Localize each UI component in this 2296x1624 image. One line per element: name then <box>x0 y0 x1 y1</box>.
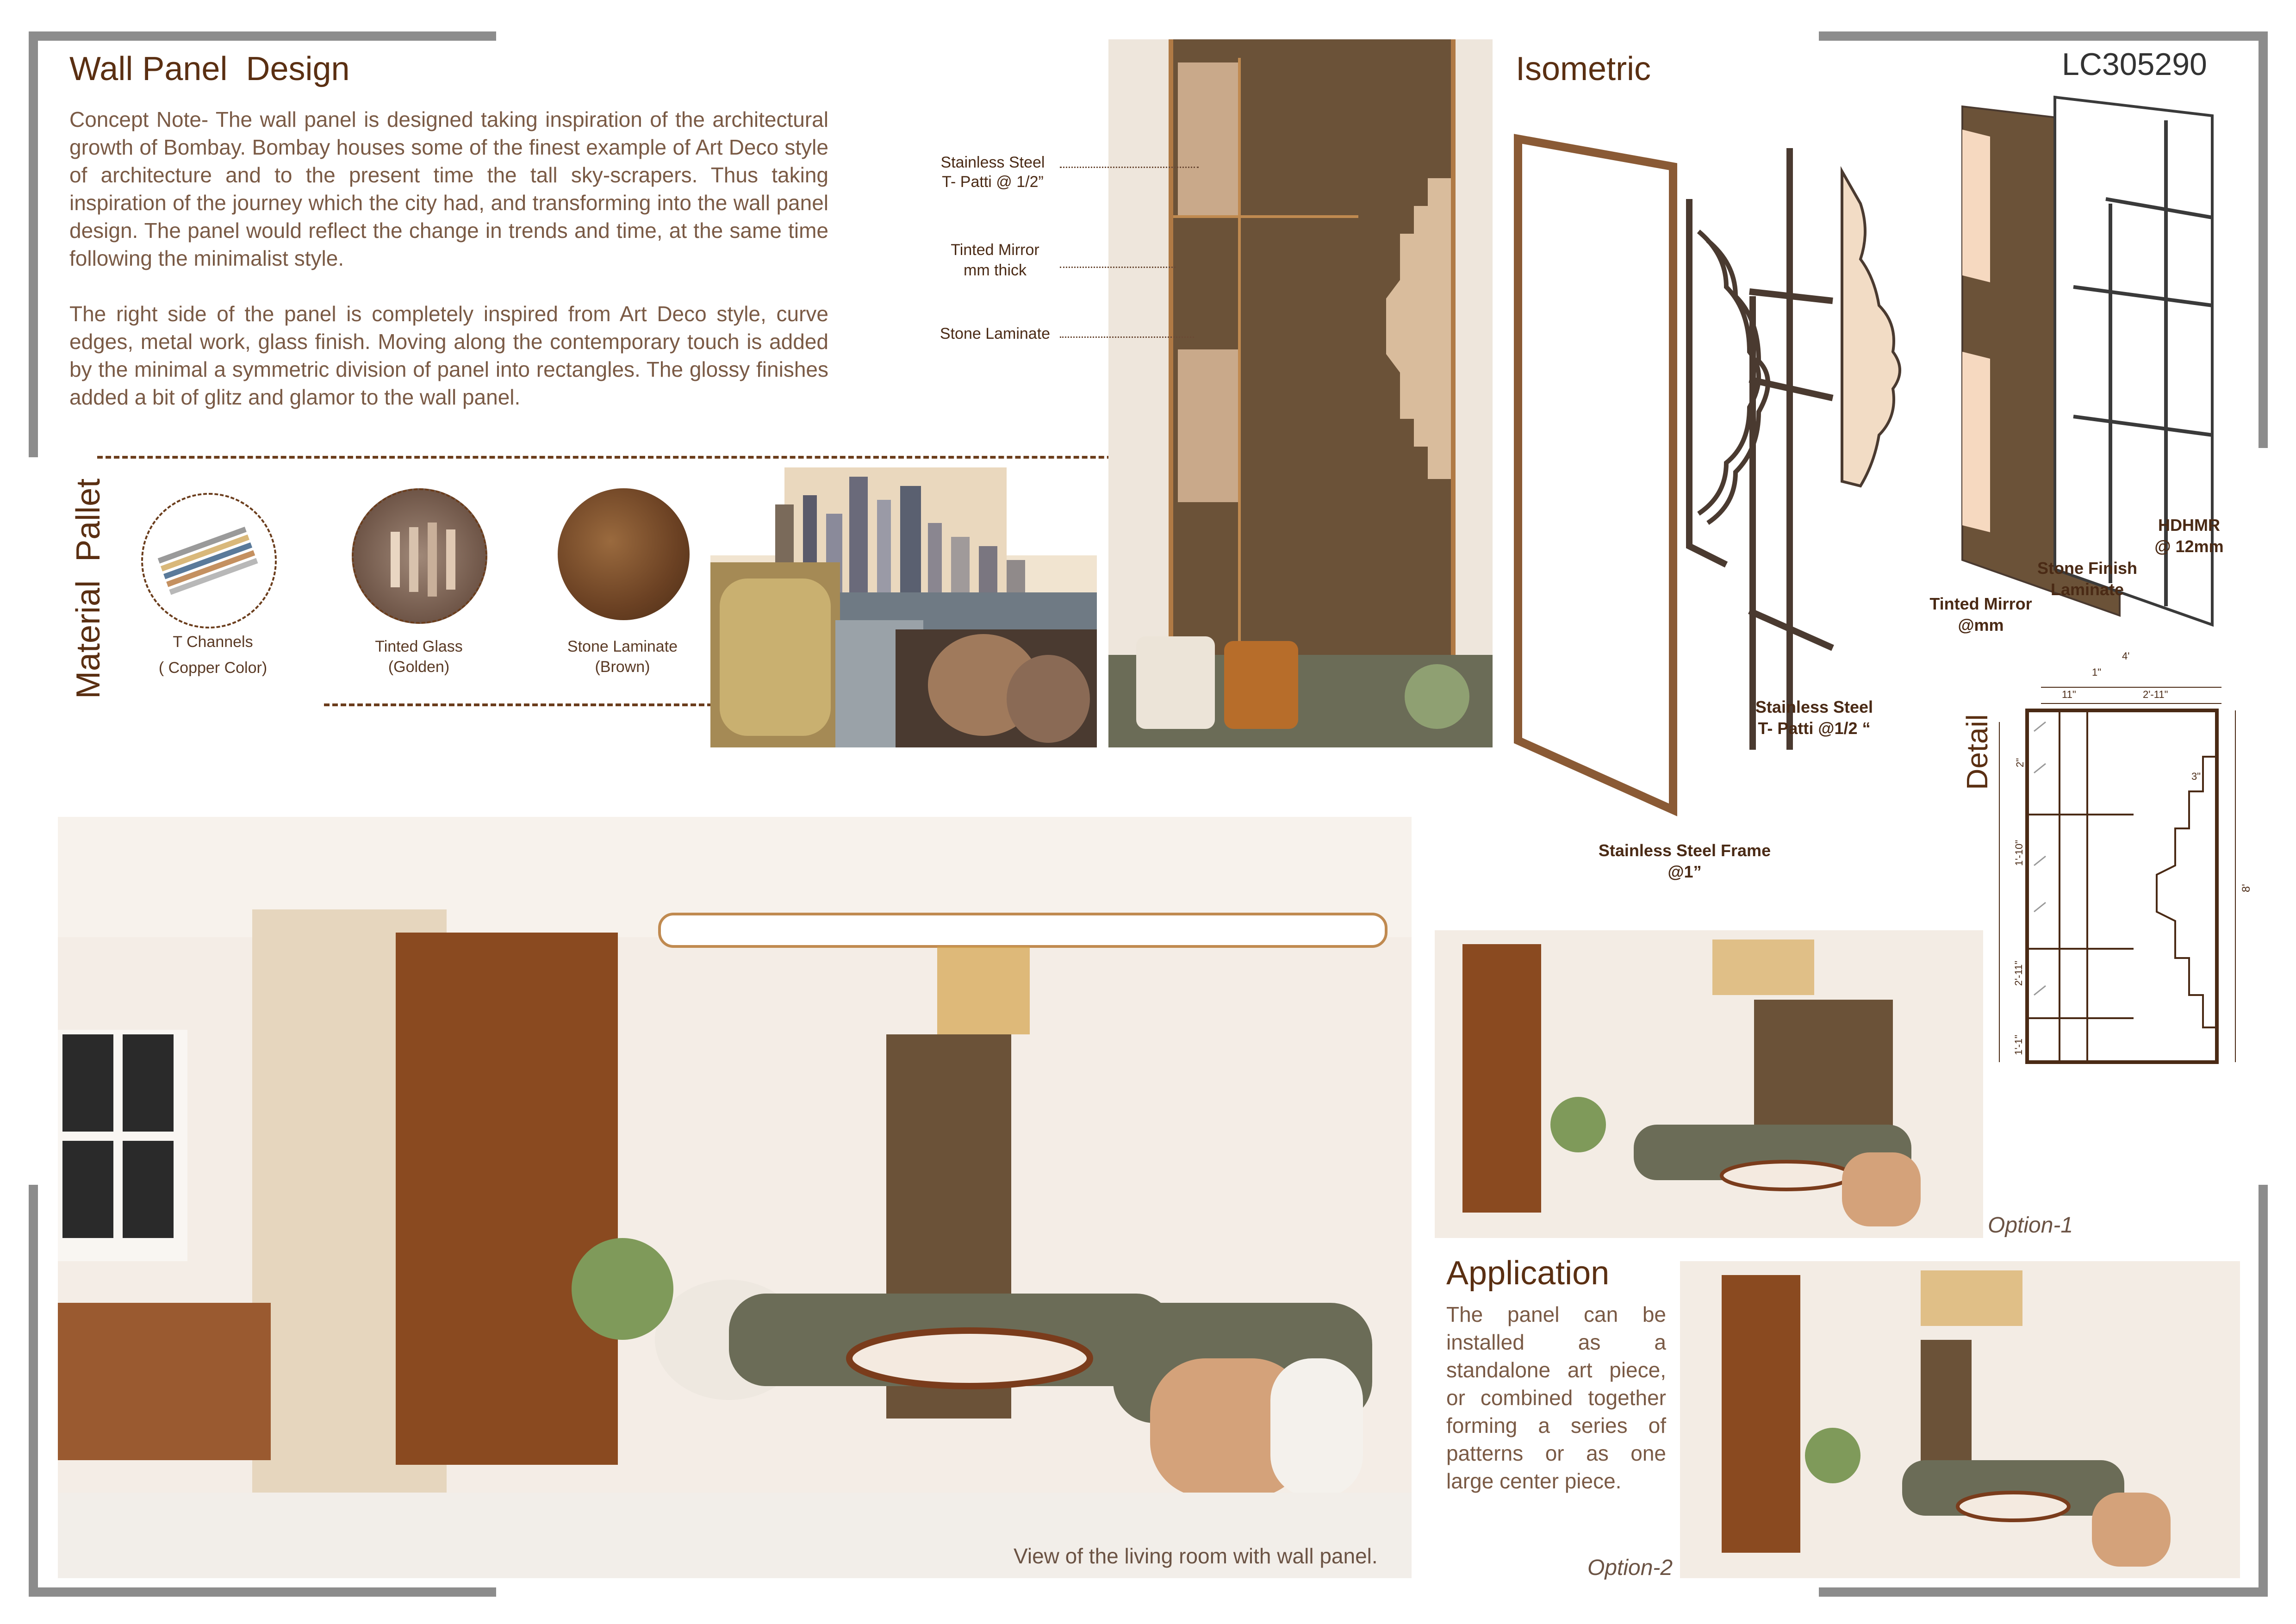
wall-panel-render-graphic <box>1108 39 1493 747</box>
label-hdhmr: HDHMR @ 12mm <box>2154 516 2224 556</box>
concept-paragraph-1: Concept Note- The wall panel is designed taking inspiration of the architectural growth of Bombay. Bombay houses some of the finest example of Art Deco style of architecture and to the present time the tall sky-scrapers. Thus taking inspiration of the journey which the city had, and transforming into the wall panel design. The panel would reflect the change in trends and time, at the same time following the minimalist style. <box>69 107 828 270</box>
wall-panel-render <box>1108 39 1493 747</box>
label-stone-finish: Stone Finish Laminate <box>2037 559 2137 599</box>
detail-dim-left-1-1: 1'-1" <box>2012 1035 2024 1055</box>
callout-tinted-mirror: Tinted Mirror mm thick <box>951 241 1039 279</box>
callout-steel-patti-leader <box>1060 167 1199 168</box>
label-steel-patti-iso: Stainless Steel T- Patti @1/2 “ <box>1755 697 1873 738</box>
detail-dim-11in: 11" <box>2062 689 2076 700</box>
main-view-caption: View of the living room with wall panel. <box>1014 1544 1378 1568</box>
living-room-render-graphic <box>58 817 1412 1578</box>
application-heading: Application <box>1446 1255 1610 1292</box>
frame-bar-right-upper <box>2259 31 2268 448</box>
pallet-divider-top <box>97 456 1171 459</box>
frame-bar-right-lower <box>2259 1185 2268 1597</box>
tinted-glass-swatch <box>352 488 487 624</box>
concept-paragraph-2: The right side of the panel is completely inspired from Art Deco style, curve edges, metal work, glass finish. Moving along the contemporary touch is added by the minimal a symmetric division of panel into rectangles. The glossy finishes added a bit of glitz and glamor to the wall panel. <box>69 302 828 409</box>
tinted-glass-label <box>345 636 493 677</box>
tinted-glass-name: Tinted Glass <box>375 638 463 655</box>
isometric-title: Isometric <box>1516 50 1651 87</box>
bombay-collage-graphic <box>710 467 1097 747</box>
t-channel-sub: ( Copper Color) <box>158 659 268 677</box>
material-pallet-heading-text: Material Pallet <box>70 478 107 699</box>
option-2-render-graphic <box>1680 1261 2240 1578</box>
detail-dim-3in: 3" <box>2191 771 2201 782</box>
frame-bar-bottom-left <box>29 1587 496 1597</box>
detail-dim-4ft: 4' <box>2122 650 2130 662</box>
stone-laminate-sub: (Brown) <box>595 658 650 676</box>
option-1-caption: Option-1 <box>1988 1213 2073 1238</box>
label-steel-frame: Stainless Steel Frame @1” <box>1598 841 1771 881</box>
t-channel-name: T Channels <box>173 633 253 651</box>
application-text: The panel can be installed as a standalone art piece, or combined together forming a series of patterns or as one large center piece. <box>1446 1302 1666 1493</box>
detail-heading-text: Detail <box>1960 714 1994 790</box>
frame-bar-top-right <box>1819 31 2268 41</box>
callout-steel-patti: Stainless Steel T- Patti @ 1/2” <box>940 154 1045 191</box>
option-1-render-graphic <box>1435 930 1983 1238</box>
tinted-glass-icon <box>354 490 485 622</box>
bombay-collage-image <box>710 467 1097 747</box>
detail-drawing <box>1990 653 2249 1078</box>
t-channel-icon <box>143 495 275 627</box>
t-channel-label <box>137 632 289 678</box>
stone-laminate-name: Stone Laminate <box>567 638 678 655</box>
frame-bar-left-lower <box>29 1185 38 1597</box>
material-pallet-heading <box>69 478 107 699</box>
pallet-divider-bottom <box>324 703 713 706</box>
detail-dim-2-11: 2'-11" <box>2143 689 2168 700</box>
detail-dim-left-1-10: 1'-10" <box>2013 840 2025 866</box>
tinted-glass-sub: (Golden) <box>388 658 450 676</box>
t-channel-swatch <box>141 493 277 628</box>
detail-dim-left-2-11: 2'-11" <box>2013 960 2025 986</box>
stone-laminate-swatch <box>558 488 690 620</box>
detail-dim-right-8: 8' <box>2240 884 2252 892</box>
frame-bar-top-left <box>29 31 496 41</box>
option-2-render <box>1680 1261 2240 1578</box>
stone-laminate-label <box>544 636 701 677</box>
page-title: Wall Panel Design <box>69 50 350 87</box>
option-2-caption: Option-2 <box>1587 1556 1673 1580</box>
living-room-render <box>58 817 1412 1578</box>
detail-dim-1in: 1" <box>2092 666 2102 678</box>
callout-stone-laminate-leader <box>1060 336 1194 338</box>
callout-tinted-mirror-leader <box>1060 267 1176 268</box>
option-1-render <box>1435 930 1983 1238</box>
frame-bar-left-upper <box>29 31 38 457</box>
label-tinted-mirror-iso: Tinted Mirror @mm <box>1929 594 2032 635</box>
project-code: LC305290 <box>2062 47 2207 82</box>
callout-stone-laminate: Stone Laminate <box>940 325 1051 342</box>
detail-dim-left-2: 2" <box>2014 758 2026 768</box>
frame-bar-bottom-right <box>1819 1587 2268 1597</box>
